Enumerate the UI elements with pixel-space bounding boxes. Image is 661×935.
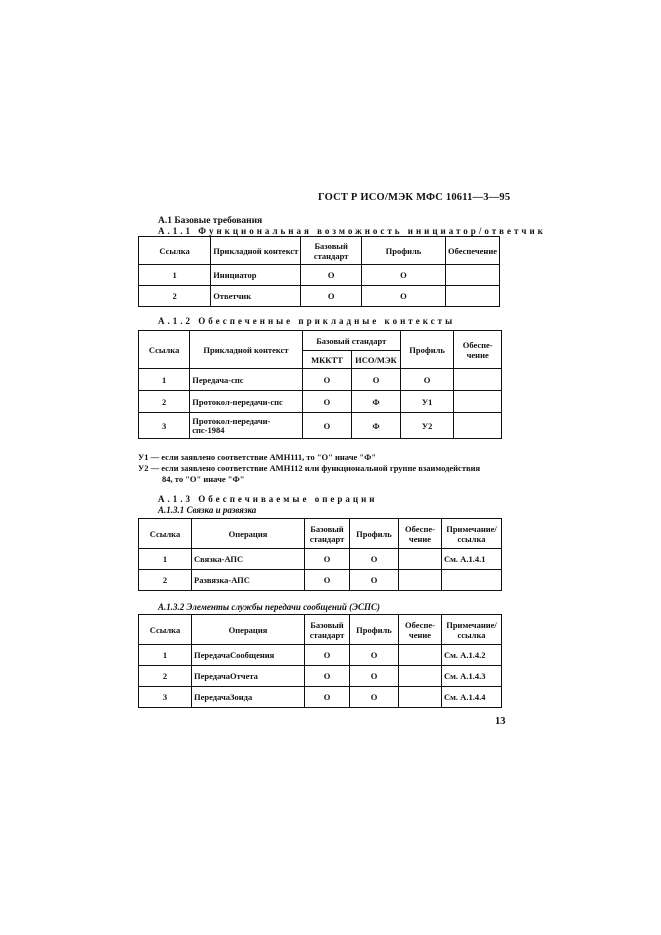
cell: ПередачаСообщения [192,645,305,666]
col-note: Примечание/ссылка [442,615,502,645]
col-context: Прикладной контекст [190,331,302,369]
table-row [139,286,500,307]
cell: Ответчик [211,286,301,307]
cell [446,265,500,286]
table-a12 [138,330,502,439]
cell: Передача-спс [190,369,302,391]
col-ref: Ссылка [139,331,190,369]
cell: 3 [139,687,192,708]
col-operation: Операция [192,519,305,549]
cell: О [305,549,350,570]
cell: См. А.1.4.4 [442,687,502,708]
cell: 2 [139,570,192,591]
col-iso: ИСО/МЭК [352,351,401,369]
cell [454,391,502,413]
col-context: Прикладной контекст [211,237,301,265]
cell: О [350,570,399,591]
cell [399,549,442,570]
cell: См. А.1.4.3 [442,666,502,687]
col-base: Базовый стандарт [305,519,350,549]
cell: О [361,265,445,286]
col-profile: Профиль [350,615,399,645]
section-a1-title: А.1 Базовые требования [158,216,263,226]
cell: О [305,666,350,687]
cell: Развязка-АПС [192,570,305,591]
table-row [139,413,502,439]
col-provision: Обеспечение [446,237,500,265]
cell: 1 [139,265,211,286]
section-a12-title: А.1.2 Обеспеченные прикладные контексты [158,316,456,326]
cell: 1 [139,549,192,570]
cell [442,570,502,591]
cell [446,286,500,307]
section-a132-title: А.1.3.2 Элементы службы передачи сообщений (ЭСПС) [158,602,381,612]
cell [399,687,442,708]
cell [454,369,502,391]
cell: О [352,369,401,391]
col-base: Базовый стандарт [301,237,362,265]
col-note: Примечание/ссылка [442,519,502,549]
table-row [139,549,502,570]
col-ref: Ссылка [139,615,192,645]
note-y2-line2: 84, то "О" иначе "Ф" [162,474,245,484]
table-row [139,666,502,687]
cell: См. А.1.4.2 [442,645,502,666]
document-header: ГОСТ Р ИСО/МЭК МФС 10611—3—95 [318,192,511,203]
section-a13-title: А.1.3 Обеспечиваемые операции [158,494,378,504]
cell: ПередачаЗонда [192,687,305,708]
cell: Инициатор [211,265,301,286]
cell [399,570,442,591]
table-row [139,369,502,391]
table-row [139,645,502,666]
cell: О [400,369,454,391]
cell: О [361,286,445,307]
cell: 1 [139,369,190,391]
cell [454,413,502,439]
cell: О [301,265,362,286]
section-a131-title: А.1.3.1 Связка и развязка [158,505,257,515]
cell: О [305,570,350,591]
cell: О [302,369,352,391]
cell: 2 [139,391,190,413]
col-profile: Профиль [350,519,399,549]
col-mkktt: МККТТ [302,351,352,369]
page-number: 13 [495,716,506,727]
cell: О [350,645,399,666]
cell: О [350,549,399,570]
table-row [139,687,502,708]
table-row [139,265,500,286]
cell [399,645,442,666]
col-ref: Ссылка [139,519,192,549]
table-a131 [138,518,502,591]
cell: См. А.1.4.1 [442,549,502,570]
cell: О [302,391,352,413]
table-row [139,391,502,413]
cell: У2 [400,413,454,439]
cell: Протокол-передачи-спс [190,391,302,413]
col-operation: Операция [192,615,305,645]
cell: 1 [139,645,192,666]
cell: ПередачаОтчета [192,666,305,687]
note-y1: У1 — если заявлено соответствие АМН111, то "О" иначе "Ф" [138,452,377,462]
cell: 3 [139,413,190,439]
cell: О [350,666,399,687]
cell: О [350,687,399,708]
col-provision: Обеспе-чение [399,519,442,549]
cell: О [302,413,352,439]
table-row [139,570,502,591]
col-base: Базовый стандарт [302,331,400,351]
cell: 2 [139,286,211,307]
cell: О [305,687,350,708]
col-provision: Обеспе-чение [399,615,442,645]
col-provision: Обеспе-чение [454,331,502,369]
cell: Связка-АПС [192,549,305,570]
col-ref: Ссылка [139,237,211,265]
cell: Протокол-передачи-спс-1984 [190,413,302,439]
cell: Ф [352,413,401,439]
col-profile: Профиль [361,237,445,265]
note-y2-line1: У2 — если заявлено соответствие АМН112 или функциональной группе взаимодействия [138,463,481,473]
cell [399,666,442,687]
col-base: Базовый стандарт [305,615,350,645]
cell: Ф [352,391,401,413]
table-a132 [138,614,502,708]
section-a11-title: А.1.1 Функциональная возможность инициатор/ответчик [158,226,546,236]
table-a11 [138,236,500,307]
cell: О [301,286,362,307]
col-profile: Профиль [400,331,454,369]
cell: О [305,645,350,666]
cell: 2 [139,666,192,687]
cell: У1 [400,391,454,413]
